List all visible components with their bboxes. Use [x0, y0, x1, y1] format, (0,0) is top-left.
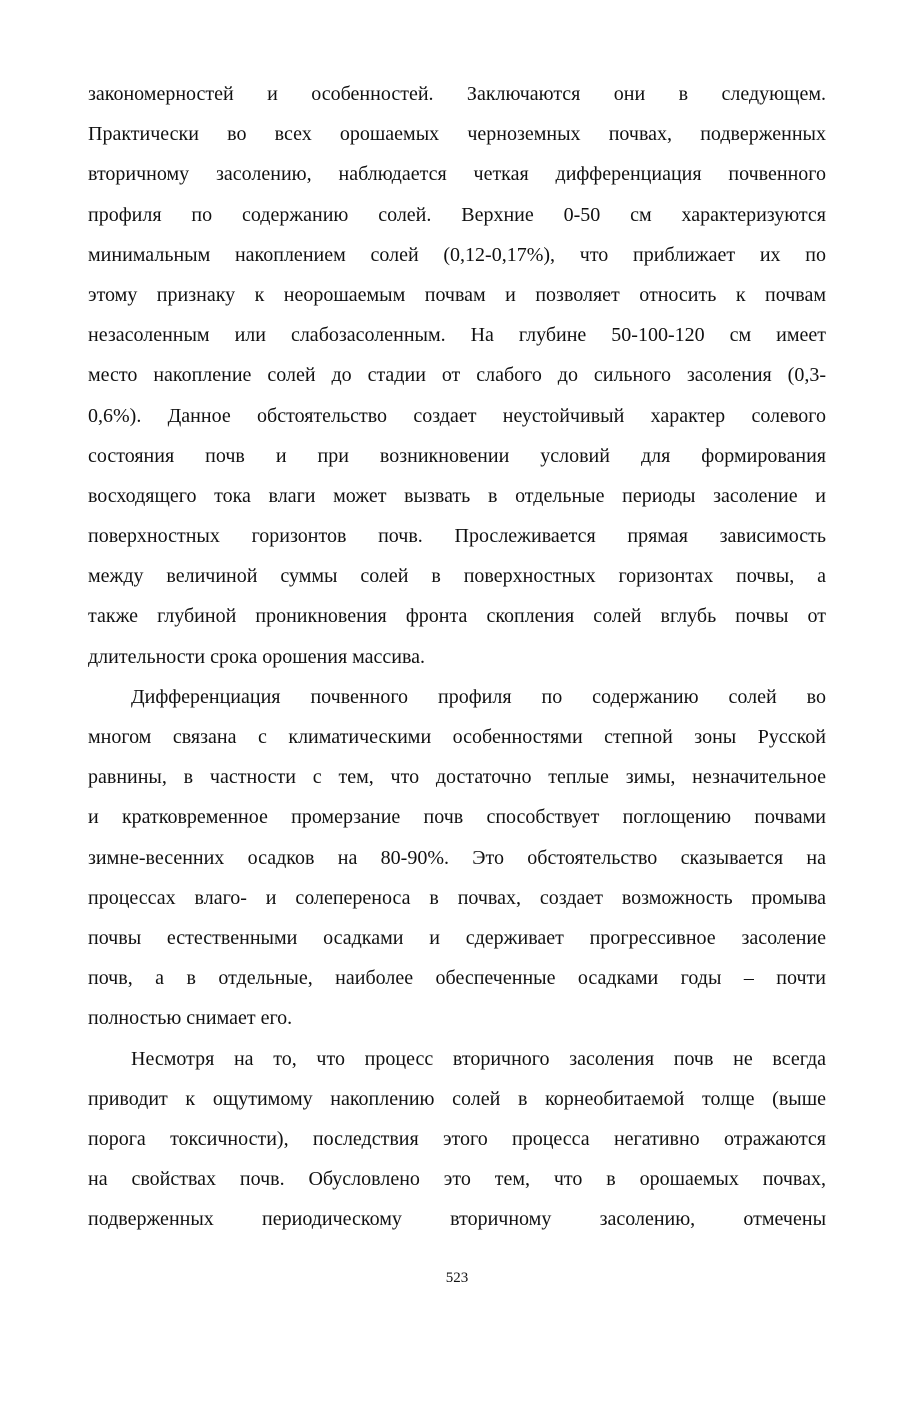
text-line: 0,6%). Данное обстоятельство создает неустойчивый характер солевого	[88, 404, 826, 427]
text-line: порога токсичности), последствия этого процесса негативно отражаются	[88, 1127, 826, 1150]
paragraph-2	[88, 677, 826, 1039]
text-line: профиля по содержанию солей. Верхние 0-50 см характеризуются	[88, 203, 826, 226]
text-line: многом связана с климатическими особенностями степной зоны Русской	[88, 726, 826, 748]
text-line: равнины, в частности с тем, что достаточно теплые зимы, незначительное	[88, 766, 826, 789]
text-line: также глубиной проникновения фронта скопления солей вглубь почвы от	[88, 605, 826, 628]
text-line: Несмотря на то, что процесс вторичного засоления почв не всегда	[131, 1047, 826, 1070]
text-line: этому признаку к неорошаемым почвам и позволяет относить к почвам	[88, 283, 826, 306]
text-line: закономерностей и особенностей. Заключаются они в следующем.	[88, 83, 826, 105]
text-line: длительности срока орошения массива.	[88, 645, 426, 668]
page-number: 523	[445, 1270, 469, 1286]
text-line: незасоленным или слабозасоленным. На глубине 50-100-120 см имеет	[88, 324, 826, 347]
text-line: между величиной суммы солей в поверхностных горизонтах почвы, а	[88, 565, 826, 588]
text-line: состояния почв и при возникновении условий для формирования	[88, 444, 826, 467]
text-line: на свойствах почв. Обусловлено это тем, что в орошаемых почвах,	[88, 1168, 826, 1191]
text-line: место накопление солей до стадии от слабого до сильного засоления (0,3-	[88, 364, 826, 387]
text-line: Практически во всех орошаемых черноземных почвах, подверженных	[88, 123, 826, 146]
text-line: приводит к ощутимому накоплению солей в корнеобитаемой толще (выше	[88, 1087, 826, 1110]
text-line: поверхностных горизонтов почв. Прослеживается прямая зависимость	[88, 525, 826, 548]
text-line: почвы естественными осадками и сдерживает прогрессивное засоление	[88, 926, 826, 949]
paragraph-1	[88, 74, 826, 677]
text-line: подверженных периодическому вторичному засолению, отмечены	[88, 1208, 826, 1231]
paragraph-3	[88, 1039, 826, 1240]
text-line: зимне-весенних осадков на 80-90%. Это обстоятельство сказывается на	[88, 846, 826, 869]
text-line: почв, а в отдельные, наиболее обеспеченные осадками годы – почти	[88, 967, 826, 990]
text-line: восходящего тока влаги может вызвать в отдельные периоды засоление и	[88, 484, 826, 507]
text-line: Дифференциация почвенного профиля по содержанию солей во	[131, 685, 826, 708]
text-line: процессах влаго- и солепереноса в почвах, создает возможность промыва	[88, 886, 826, 909]
text-line: вторичному засолению, наблюдается четкая дифференциация почвенного	[88, 163, 826, 186]
text-line: минимальным накоплением солей (0,12-0,17%), что приближает их по	[88, 243, 826, 266]
text-line: и кратковременное промерзание почв способствует поглощению почвами	[88, 806, 826, 829]
text-line: полностью снимает его.	[88, 1007, 293, 1030]
document-body	[88, 74, 826, 1239]
